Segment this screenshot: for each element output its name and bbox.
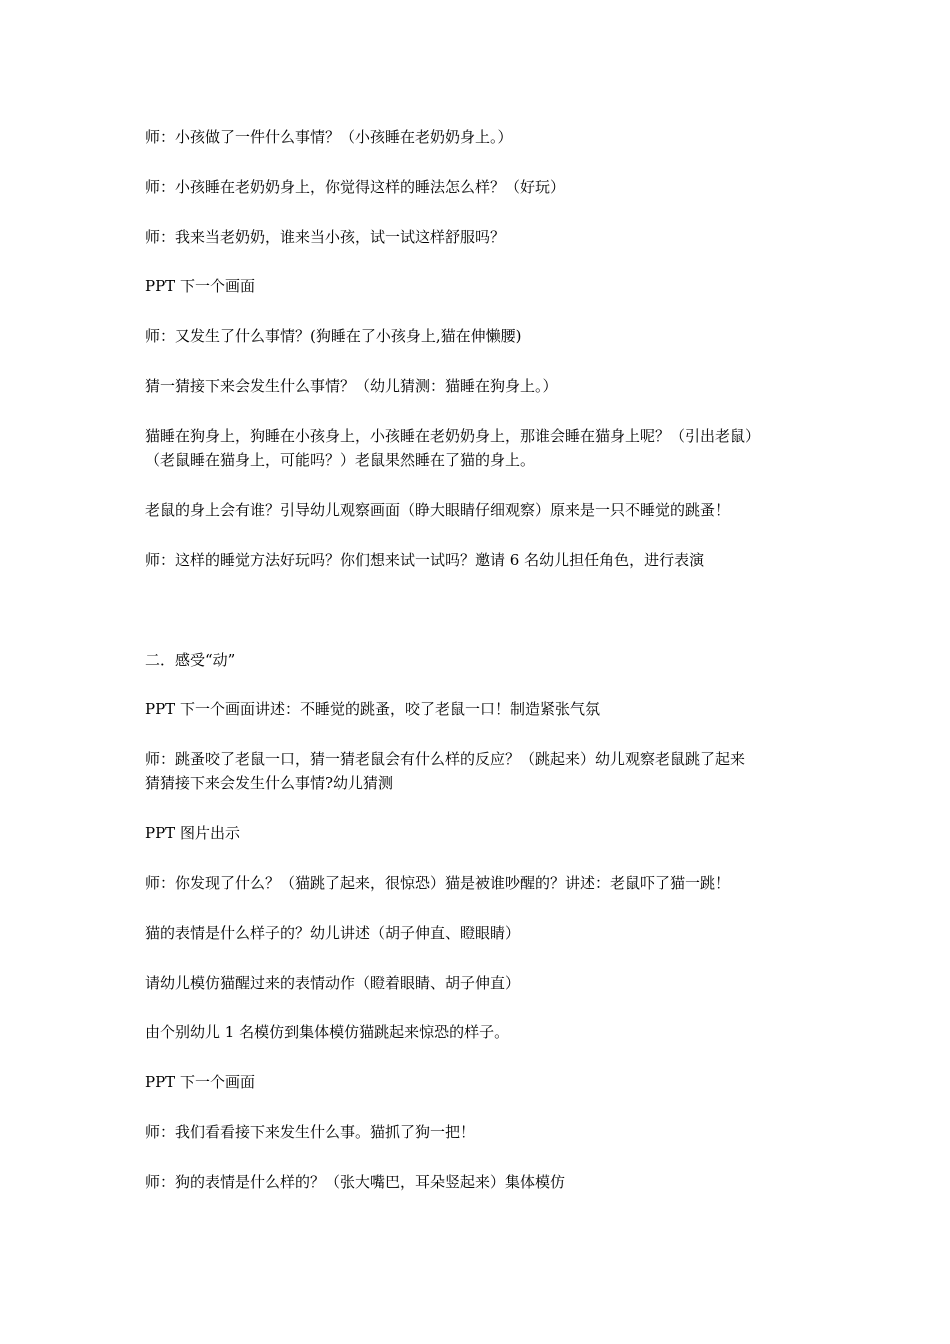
- paragraph: [145, 324, 815, 348]
- paragraph-line: 猫的表情是什么样子的？幼儿讲述（胡子伸直、瞪眼睛）: [145, 924, 521, 942]
- paragraph: [145, 548, 815, 572]
- paragraph: [145, 1020, 815, 1044]
- paragraph-line: PPT 下一个画面: [145, 1073, 255, 1091]
- paragraph-line: 由个别幼儿 1 名模仿到集体模仿猫跳起来惊恐的样子。: [145, 1023, 510, 1041]
- paragraph-line: 请幼儿模仿猫醒过来的表情动作（瞪着眼睛、胡子伸直）: [145, 974, 521, 992]
- paragraph: [145, 871, 815, 895]
- paragraph: [145, 747, 815, 795]
- paragraph-line: 师：你发现了什么？（猫跳了起来，很惊恐）猫是被谁吵醒的？讲述：老鼠吓了猫一跳！: [145, 874, 731, 892]
- section-heading-text: 二．感受“动”: [145, 651, 236, 669]
- paragraph-line: 师：这样的睡觉方法好玩吗？你们想来试一试吗？邀请 6 名幼儿担任角色，进行表演: [145, 551, 705, 569]
- paragraph-line: 猜一猜接下来会发生什么事情？（幼儿猜测：猫睡在狗身上。）: [145, 377, 558, 395]
- paragraph: [145, 1170, 815, 1194]
- paragraph-line: 师：我来当老奶奶，谁来当小孩，试一试这样舒服吗？: [145, 228, 506, 246]
- paragraph: [145, 821, 815, 845]
- paragraph: [145, 424, 815, 472]
- paragraph: [145, 1120, 815, 1144]
- paragraph: [145, 175, 815, 199]
- paragraph-line: 师：跳蚤咬了老鼠一口，猜一猜老鼠会有什么样的反应？（跳起来）幼儿观察老鼠跳了起来: [145, 750, 746, 768]
- paragraph: [145, 921, 815, 945]
- paragraph: [145, 971, 815, 995]
- paragraph-line: PPT 下一个画面讲述：不睡觉的跳蚤，咬了老鼠一口！制造紧张气氛: [145, 700, 600, 718]
- paragraph-line: 师：小孩睡在老奶奶身上，你觉得这样的睡法怎么样？（好玩）: [145, 178, 566, 196]
- paragraph-line: 老鼠的身上会有谁？引导幼儿观察画面（睁大眼睛仔细观察）原来是一只不睡觉的跳蚤！: [145, 501, 731, 519]
- paragraph-line: 师：又发生了什么事情？(狗睡在了小孩身上,猫在伸懒腰): [145, 327, 522, 345]
- section-heading: [145, 648, 815, 672]
- paragraph: [145, 697, 815, 721]
- paragraph-line: 猜猜接下来会发生什么事情?幼儿猜测: [145, 774, 394, 792]
- paragraph: [145, 125, 815, 149]
- paragraph-line: 师：我们看看接下来发生什么事。猫抓了狗一把！: [145, 1123, 476, 1141]
- paragraph-line: 师：小孩做了一件什么事情？（小孩睡在老奶奶身上。）: [145, 128, 513, 146]
- paragraph-line: PPT 下一个画面: [145, 277, 255, 295]
- paragraph-line: PPT 图片出示: [145, 824, 240, 842]
- paragraph: [145, 374, 815, 398]
- paragraph: [145, 274, 815, 298]
- paragraph-line: 猫睡在狗身上，狗睡在小孩身上，小孩睡在老奶奶身上，那谁会睡在猫身上呢？（引出老鼠）: [145, 427, 761, 445]
- paragraph: [145, 498, 815, 522]
- paragraph: [145, 225, 815, 249]
- paragraph: [145, 1070, 815, 1094]
- paragraph-line: （老鼠睡在猫身上，可能吗？）老鼠果然睡在了猫的身上。: [145, 451, 536, 469]
- paragraph-line: 师：狗的表情是什么样的？（张大嘴巴，耳朵竖起来）集体模仿: [145, 1173, 566, 1191]
